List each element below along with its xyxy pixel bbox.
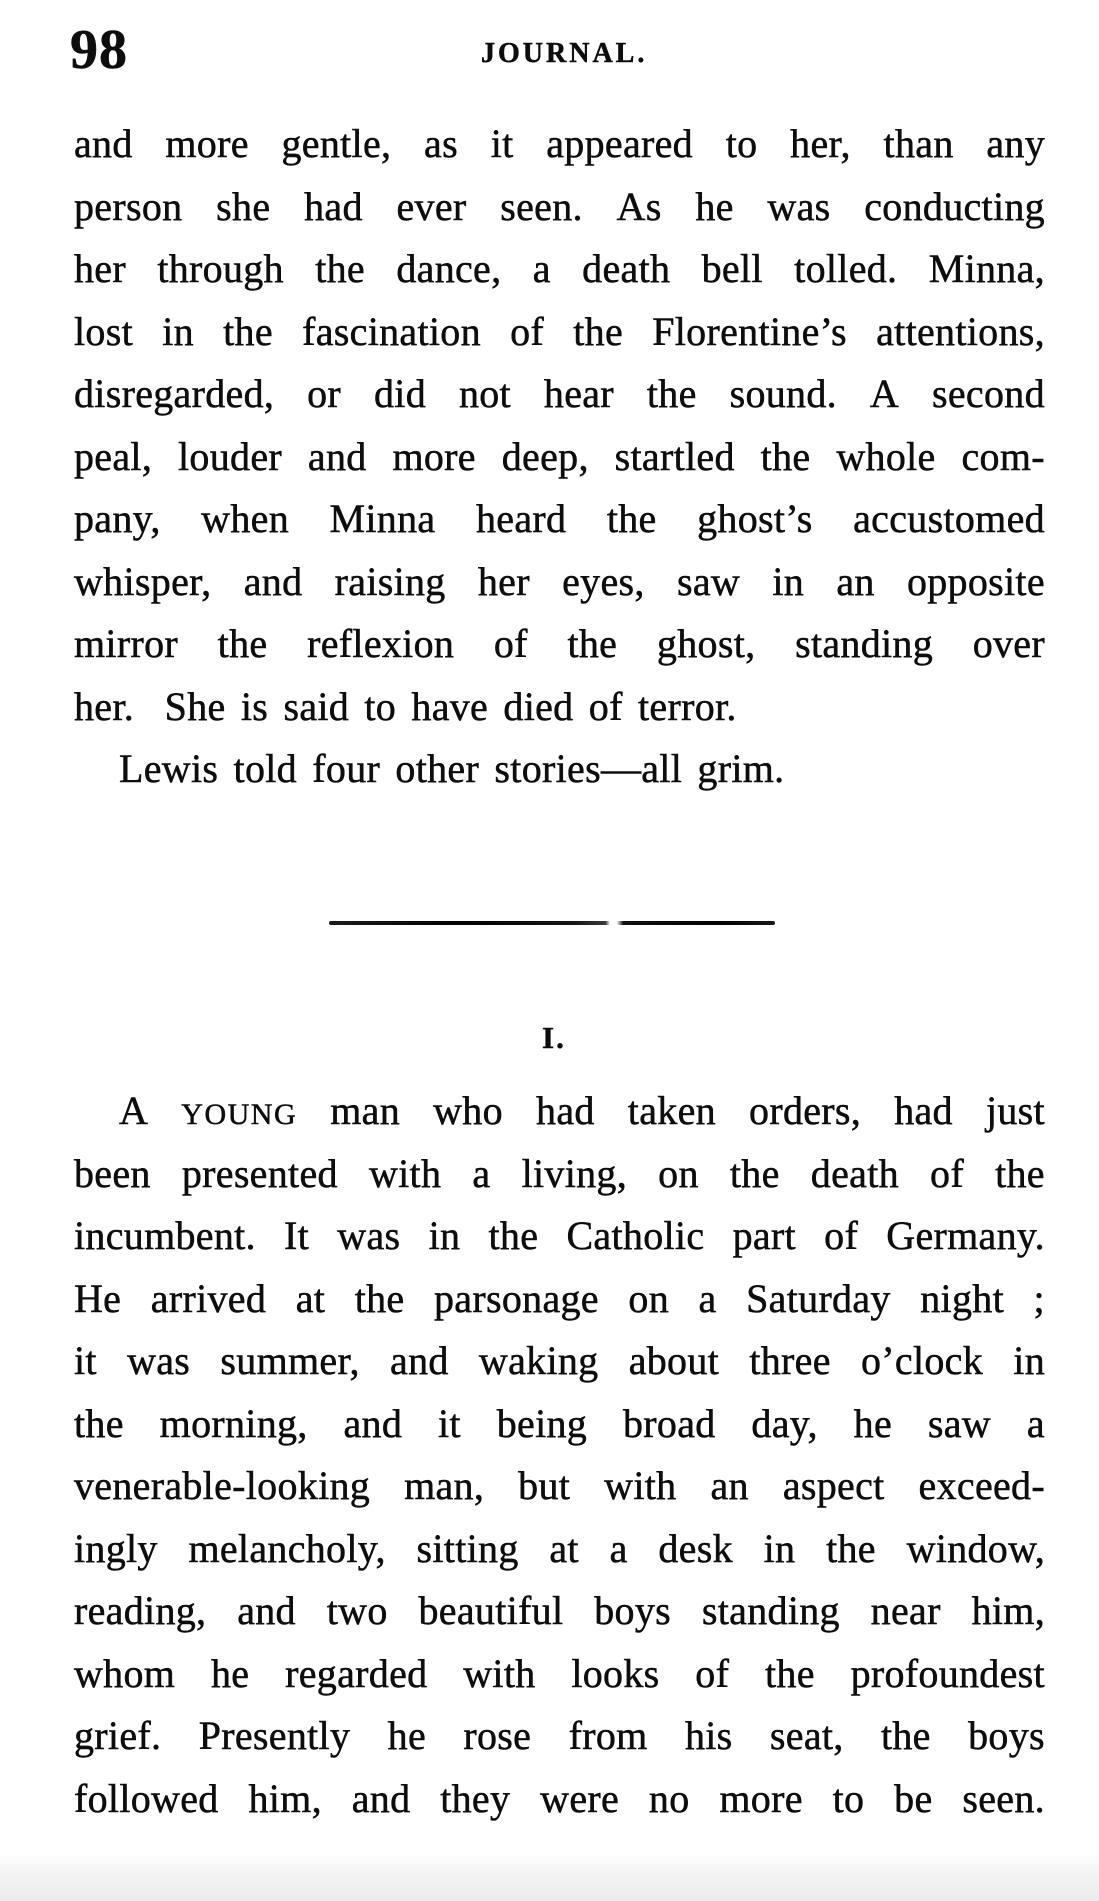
text-line: been presented with a living, on the death of the bbox=[74, 1150, 1045, 1196]
paragraph-ghost-story-end bbox=[74, 113, 1045, 801]
page-number: 98 bbox=[70, 19, 128, 81]
text-line: incumbent. It was in the Catholic part of Germany. bbox=[74, 1213, 1045, 1258]
text-line: A YOUNG man who had taken orders, had just bbox=[119, 1088, 1045, 1133]
text-line: grief. Presently he rose from his seat, the boys bbox=[74, 1713, 1045, 1758]
text-line: her through the dance, a death bell tolled. Minna, bbox=[74, 246, 1045, 291]
text-line: peal, louder and more deep, startled the whole com- bbox=[74, 433, 1045, 479]
text-line: He arrived at the parsonage on a Saturday night ; bbox=[74, 1275, 1045, 1321]
text-line: mirror the reflexion of the ghost, standing over bbox=[74, 621, 1045, 666]
text-line: pany, when Minna heard the ghost’s accustomed bbox=[74, 496, 1045, 541]
text-line: and more gentle, as it appeared to her, than any bbox=[74, 121, 1045, 166]
text-line: it was summer, and waking about three o’clock in bbox=[74, 1338, 1045, 1383]
paragraph-young-man-story bbox=[74, 1080, 1045, 1830]
section-heading: I. bbox=[542, 1020, 566, 1055]
text-line: her. She is said to have died of terror. bbox=[74, 683, 737, 729]
page-bottom-scan-shadow bbox=[0, 1853, 1099, 1901]
text-line: ingly melancholy, sitting at a desk in the window, bbox=[74, 1525, 1045, 1571]
text-line: venerable-looking man, but with an aspect exceed- bbox=[74, 1463, 1045, 1508]
text-line: reading, and two beautiful boys standing near him, bbox=[74, 1588, 1045, 1633]
text-line: followed him, and they were no more to be seen. bbox=[74, 1775, 1045, 1821]
text-line: whisper, and raising her eyes, saw in an opposite bbox=[74, 558, 1045, 604]
text-line: the morning, and it being broad day, he saw a bbox=[74, 1400, 1045, 1446]
text-line: whom he regarded with looks of the profoundest bbox=[74, 1650, 1045, 1696]
text-line: lost in the fascination of the Florentine’s attentions, bbox=[74, 308, 1045, 354]
text-line: person she had ever seen. As he was conducting bbox=[74, 183, 1045, 229]
text-line: Lewis told four other stories—all grim. bbox=[119, 746, 785, 791]
section-divider-rule bbox=[329, 921, 775, 925]
running-title: JOURNAL. bbox=[481, 38, 648, 69]
text-line: disregarded, or did not hear the sound. A second bbox=[74, 371, 1045, 416]
